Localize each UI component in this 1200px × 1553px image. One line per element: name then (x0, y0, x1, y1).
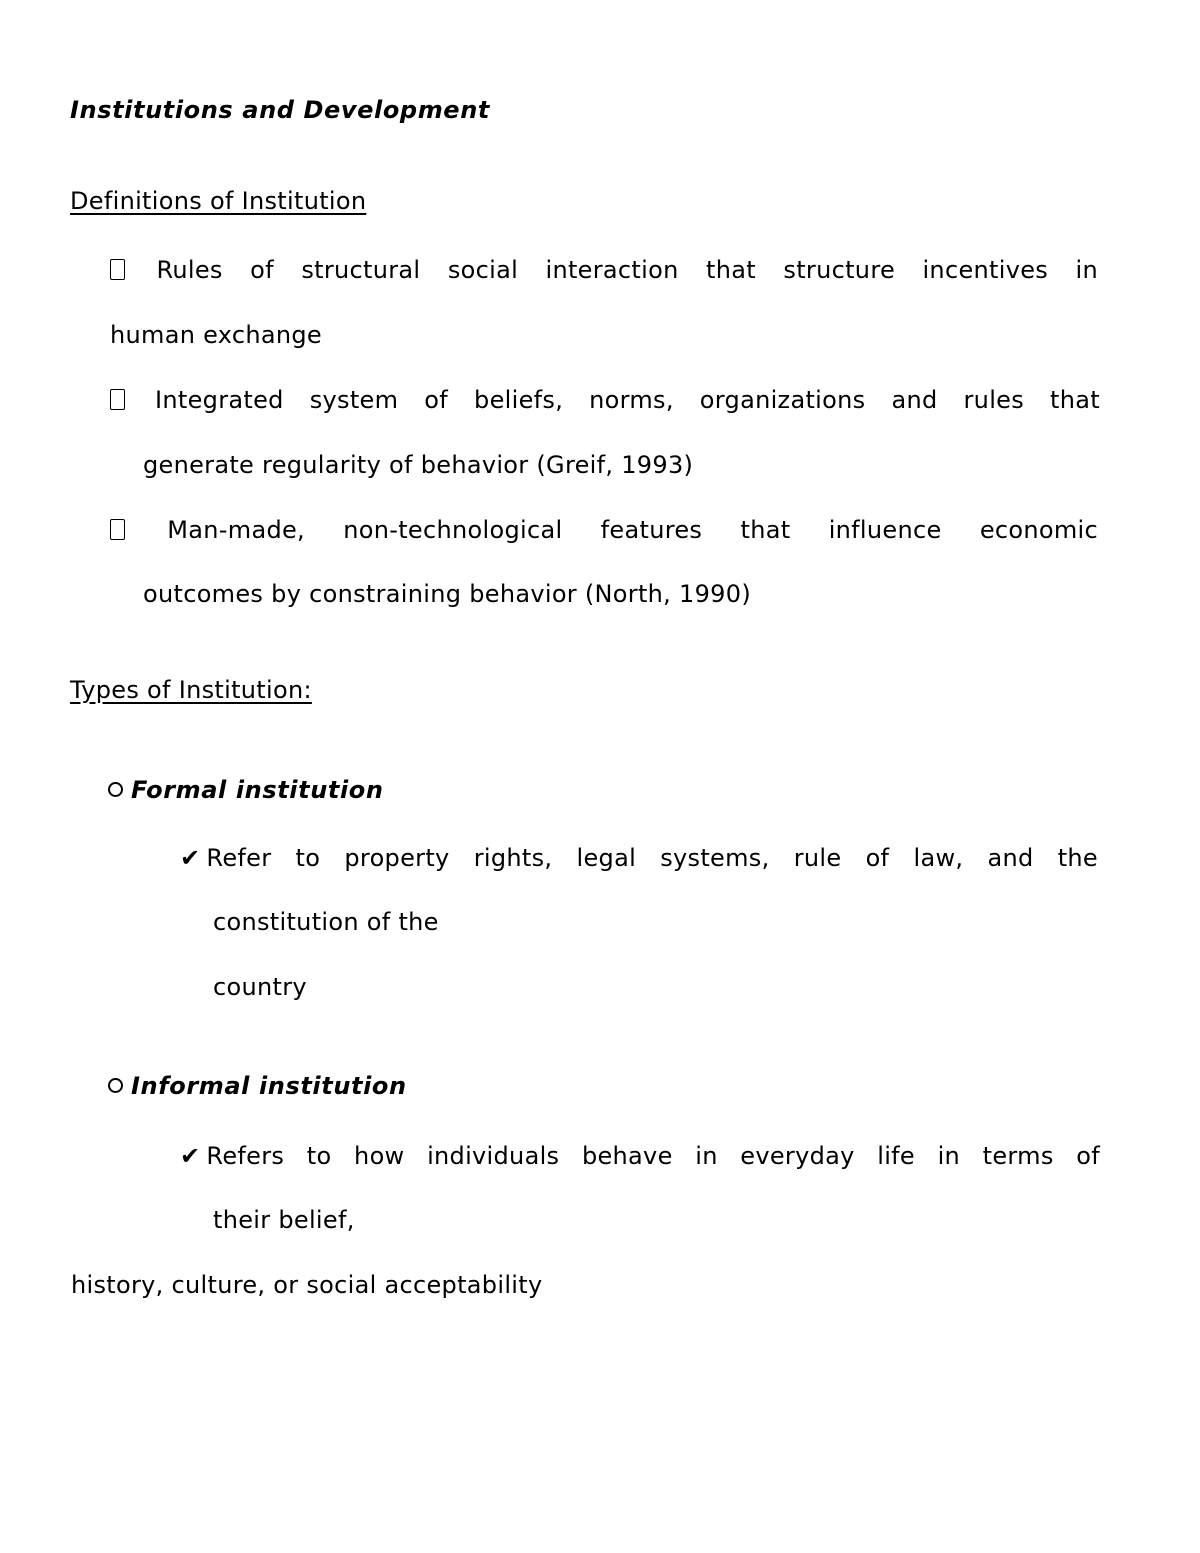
definitions-heading: Definitions of Institution (70, 187, 367, 215)
definition-item-2 (110, 385, 1100, 415)
checkmark-icon: ✔ (180, 844, 201, 872)
types-heading: Types of Institution: (70, 676, 312, 704)
definition-1-line-1: Rules of structural social interaction that structure incentives in (156, 256, 1098, 284)
box-icon (110, 519, 125, 540)
informal-description-line-1: ✔ Refers to how individuals behave in everyday life in terms of (180, 1142, 1100, 1170)
definition-2-line-1: Integrated system of beliefs, norms, organizations and rules that (155, 386, 1100, 414)
box-icon (110, 259, 125, 280)
formal-description-line-1: ✔ Refer to property rights, legal systems, rule of law, and the (180, 844, 1098, 872)
type-item-formal (108, 775, 384, 805)
formal-description-line-2: constitution of the (213, 908, 439, 936)
circle-bullet-icon (108, 1078, 123, 1093)
definition-item-3 (110, 515, 1098, 545)
definition-3-line-2: outcomes by constraining behavior (North, 1990) (143, 580, 751, 608)
informal-institution-label: Informal institution (131, 1072, 407, 1100)
formal-description-line-3: country (213, 973, 307, 1001)
definition-3-line-1: Man-made, non-technological features that influence economic (167, 516, 1099, 544)
box-icon (110, 389, 125, 410)
definition-2-line-2: generate regularity of behavior (Greif, 1993) (143, 451, 694, 479)
checkmark-icon: ✔ (180, 1142, 201, 1170)
definition-item-1 (110, 255, 1098, 285)
circle-bullet-icon (108, 782, 123, 797)
document-title: Institutions and Development (70, 96, 490, 124)
informal-description-line-3: history, culture, or social acceptability (71, 1271, 543, 1299)
type-item-informal (108, 1071, 407, 1101)
definition-1-line-2: human exchange (110, 321, 322, 349)
formal-institution-label: Formal institution (131, 776, 384, 804)
informal-description-line-2: their belief, (213, 1206, 355, 1234)
